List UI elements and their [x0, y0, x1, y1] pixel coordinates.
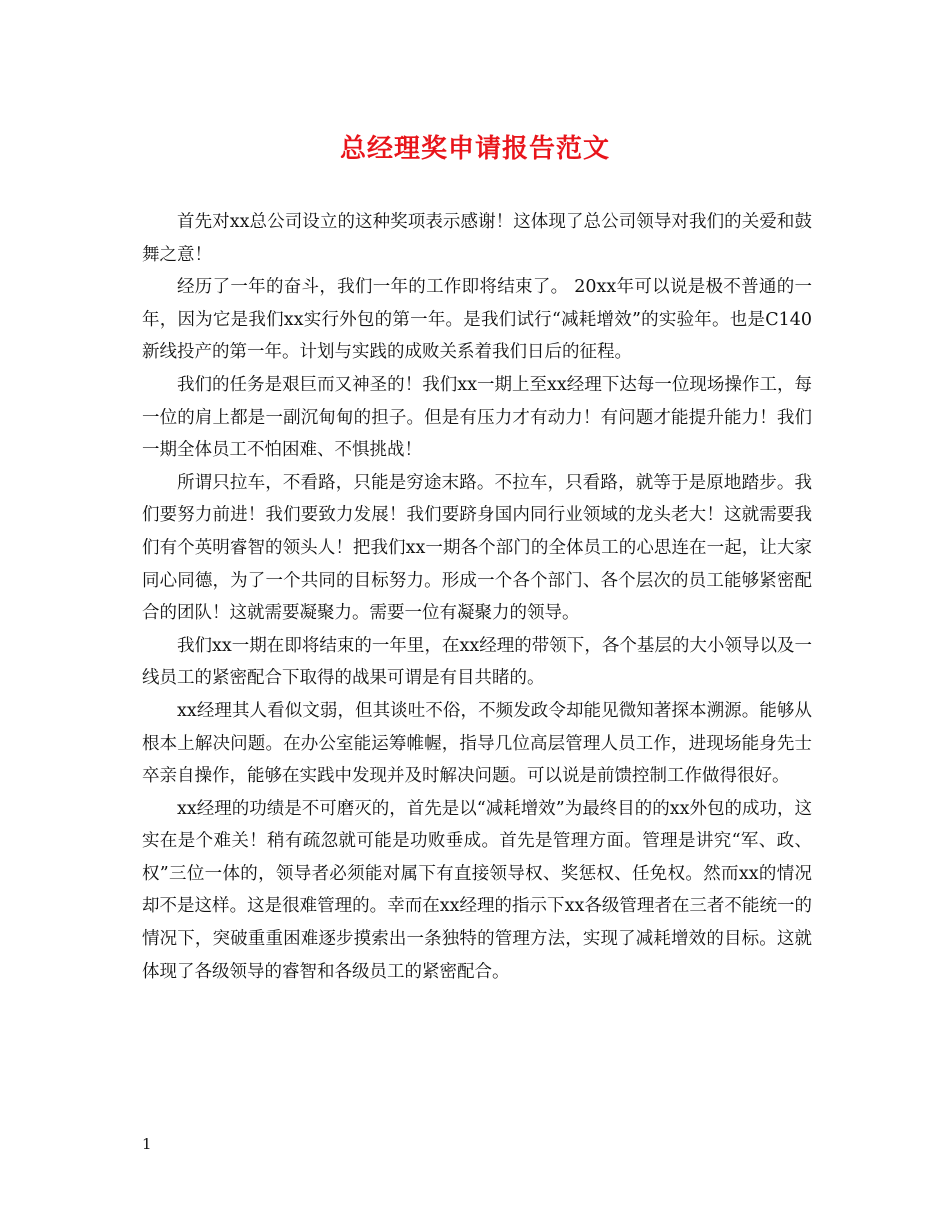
paragraph: 首先对xx总公司设立的这种奖项表示感谢！这体现了总公司领导对我们的关爱和鼓舞之意！	[142, 212, 812, 265]
paragraph: 经历了一年的奋斗，我们一年的工作即将结束了。 20xx年可以说是极不普通的一年，因为它是我们xx实行外包的第一年。是我们试行“减耗增效”的实验年。也是C140新线投产的第一年。计划与实践的成败关系着我们日后的征程。	[142, 277, 812, 363]
document-title: 总经理奖申请报告范文	[339, 134, 610, 164]
paragraph: 所谓只拉车，不看路，只能是穷途末路。不拉车，只看路，就等于是原地踏步。我们要努力前进！我们要致力发展！我们要跻身国内同行业领域的龙头老大！这就需要我们有个英明睿智的领头人！把我们xx一期各个部门的全体员工的心思连在一起，让大家同心同德，为了一个共同的目标努力。形成一个各个部门、各个层次的员工能够紧密配合的团队！这就需要凝聚力。需要一位有凝聚力的领导。	[142, 472, 812, 624]
paragraph: 我们的任务是艰巨而又神圣的！我们xx一期上至xx经理下达每一位现场操作工，每一位的肩上都是一副沉甸甸的担子。但是有压力才有动力！有问题才能提升能力！我们一期全体员工不怕困难、不惧挑战！	[142, 374, 812, 461]
paragraph: xx经理其人看似文弱，但其谈吐不俗，不频发政令却能见微知著探本溯源。能够从根本上解决问题。在办公室能运筹帷幄，指导几位高层管理人员工作，进现场能身先士卒亲自操作，能够在实践中发现并及时解决问题。可以说是前馈控制工作做得很好。	[142, 700, 812, 787]
paragraph: 我们xx一期在即将结束的一年里，在xx经理的带领下，各个基层的大小领导以及一线员工的紧密配合下取得的战果可谓是有目共睹的。	[142, 635, 812, 689]
page-number: 1	[142, 1135, 152, 1153]
paragraph: xx经理的功绩是不可磨灭的，首先是以“减耗增效”为最终目的的xx外包的成功，这实在是个难关！稍有疏忽就可能是功败垂成。首先是管理方面。管理是讲究“军、政、权”三位一体的，领导者必须能对属下有直接领导权、奖惩权、任免权。然而xx的情况却不是这样。这是很难管理的。幸而在xx经理的指示下xx各级管理者在三者不能统一的情况下，突破重重困难逐步摸索出一条独特的管理方法，实现了减耗增效的目标。这就体现了各级领导的睿智和各级员工的紧密配合。	[142, 798, 812, 982]
document-body	[142, 206, 812, 988]
